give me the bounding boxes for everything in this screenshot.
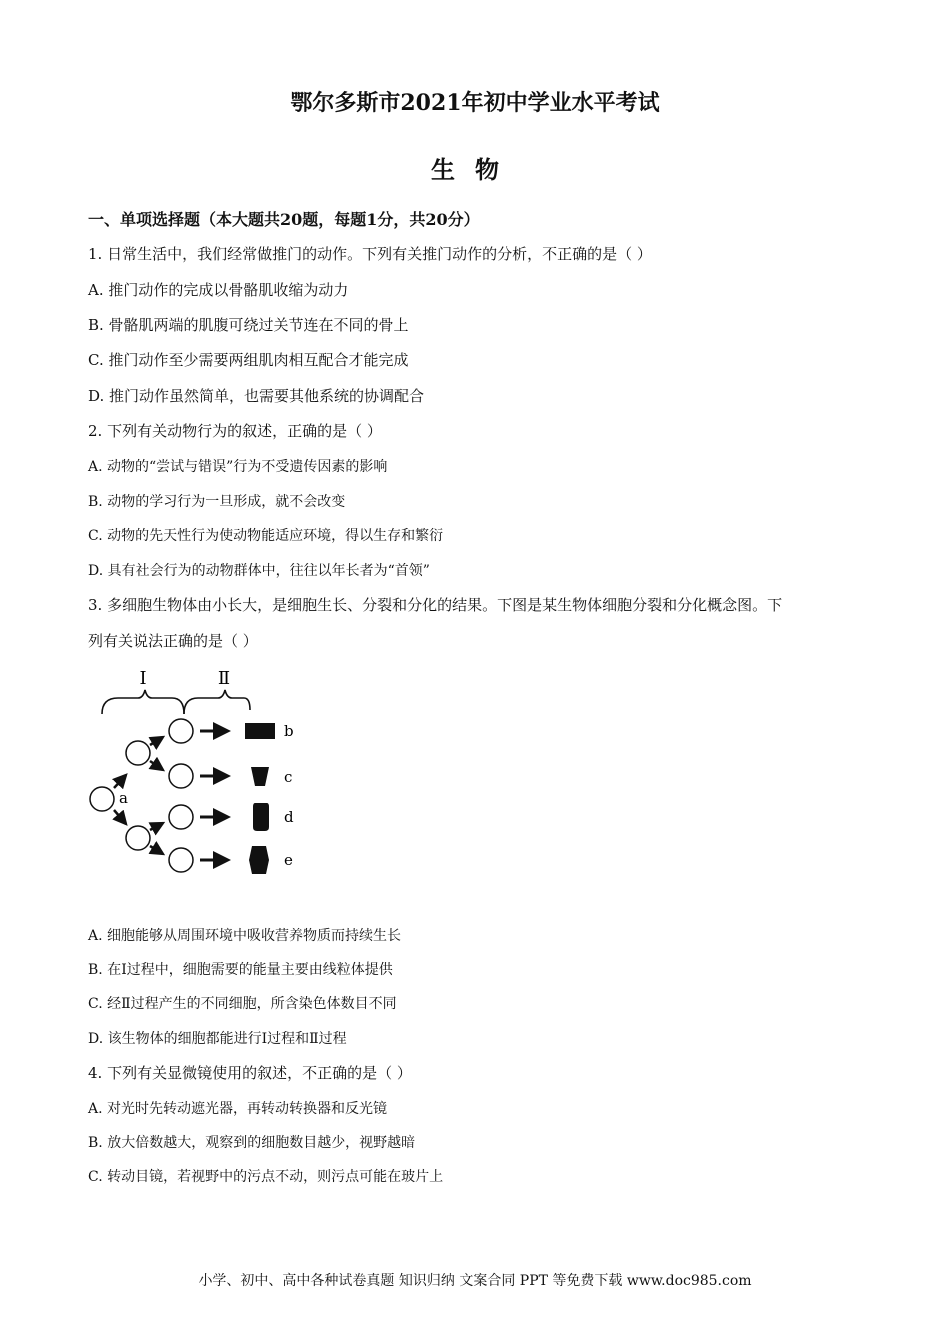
- section-heading: 一、单项选择题（本大题共20题，每题1分，共20分）: [88, 210, 480, 229]
- question-1-option-d: D. 推门动作虽然简单，也需要其他系统的协调配合: [88, 387, 425, 405]
- label-e: e: [284, 851, 293, 869]
- page-footer: 小学、初中、高中各种试卷真题 知识归纳 文案合同 PPT 等免费下载 www.doc985.com: [198, 1273, 752, 1289]
- cell-4: [169, 848, 193, 872]
- arrow-a-upper: [114, 775, 126, 788]
- question-4-option-b: B. 放大倍数越大，观察到的细胞数目越少，视野越暗: [88, 1135, 416, 1151]
- cell-upper: [126, 741, 150, 765]
- brace-process-2: [184, 690, 250, 714]
- question-3-stem-line2: 列有关说法正确的是（ ）: [88, 632, 258, 650]
- cell-lower: [126, 826, 150, 850]
- arrow-upper-2: [150, 761, 163, 770]
- cell-division-diagram: [88, 662, 318, 892]
- question-1-option-c: C. 推门动作至少需要两组肌肉相互配合才能完成: [88, 351, 409, 369]
- subject-title: 生物: [431, 155, 519, 184]
- label-c: c: [284, 768, 293, 786]
- label-process-1: Ⅰ: [139, 668, 147, 689]
- question-4-option-a: A. 对光时先转动遮光器，再转动转换器和反光镜: [88, 1101, 388, 1117]
- question-4-stem: 4. 下列有关显微镜使用的叙述，不正确的是（ ）: [88, 1064, 412, 1082]
- question-1-stem: 1. 日常生活中，我们经常做推门的动作。下列有关推门动作的分析，不正确的是（ ）: [88, 245, 652, 263]
- label-b: b: [284, 722, 294, 740]
- question-1-option-a: A. 推门动作的完成以骨骼肌收缩为动力: [88, 281, 349, 299]
- question-2-option-b: B. 动物的学习行为一旦形成，就不会改变: [88, 494, 346, 510]
- question-1-option-b: B. 骨骼肌两端的肌腹可绕过关节连在不同的骨上: [88, 316, 409, 334]
- label-process-2: Ⅱ: [217, 668, 231, 689]
- arrow-a-lower: [114, 810, 126, 824]
- cell-e-shape: [249, 846, 269, 874]
- question-2-option-a: A. 动物的“尝试与错误”行为不受遗传因素的影响: [88, 459, 388, 475]
- arrow-upper-1: [150, 737, 163, 745]
- question-3-option-d: D. 该生物体的细胞都能进行Ⅰ过程和Ⅱ过程: [88, 1031, 347, 1047]
- cell-c-shape: [251, 767, 269, 786]
- cell-a: [90, 787, 114, 811]
- cell-2: [169, 764, 193, 788]
- label-d: d: [284, 808, 294, 826]
- question-4-option-c: C. 转动目镜，若视野中的污点不动，则污点可能在玻片上: [88, 1169, 444, 1185]
- question-2-option-c: C. 动物的先天性行为使动物能适应环境，得以生存和繁衍: [88, 528, 444, 544]
- question-3-option-b: B. 在Ⅰ过程中，细胞需要的能量主要由线粒体提供: [88, 962, 393, 978]
- question-2-option-d: D. 具有社会行为的动物群体中，往往以年长者为“首领”: [88, 563, 430, 579]
- cell-b-shape: [245, 723, 275, 739]
- cell-d-shape: [253, 803, 269, 831]
- arrow-lower-3: [150, 823, 163, 830]
- exam-title: 鄂尔多斯市2021年初中学业水平考试: [290, 90, 660, 116]
- question-3-stem-line1: 3. 多细胞生物体由小长大，是细胞生长、分裂和分化的结果。下图是某生物体细胞分裂和分化概念图。下: [88, 596, 783, 614]
- label-a: a: [119, 789, 128, 807]
- cell-1: [169, 719, 193, 743]
- question-3-option-c: C. 经Ⅱ过程产生的不同细胞，所含染色体数目不同: [88, 996, 397, 1012]
- question-2-stem: 2. 下列有关动物行为的叙述，正确的是（ ）: [88, 422, 382, 440]
- cell-3: [169, 805, 193, 829]
- question-3-option-a: A. 细胞能够从周围环境中吸收营养物质而持续生长: [88, 928, 402, 944]
- brace-process-1: [102, 690, 184, 714]
- arrow-lower-4: [150, 846, 163, 854]
